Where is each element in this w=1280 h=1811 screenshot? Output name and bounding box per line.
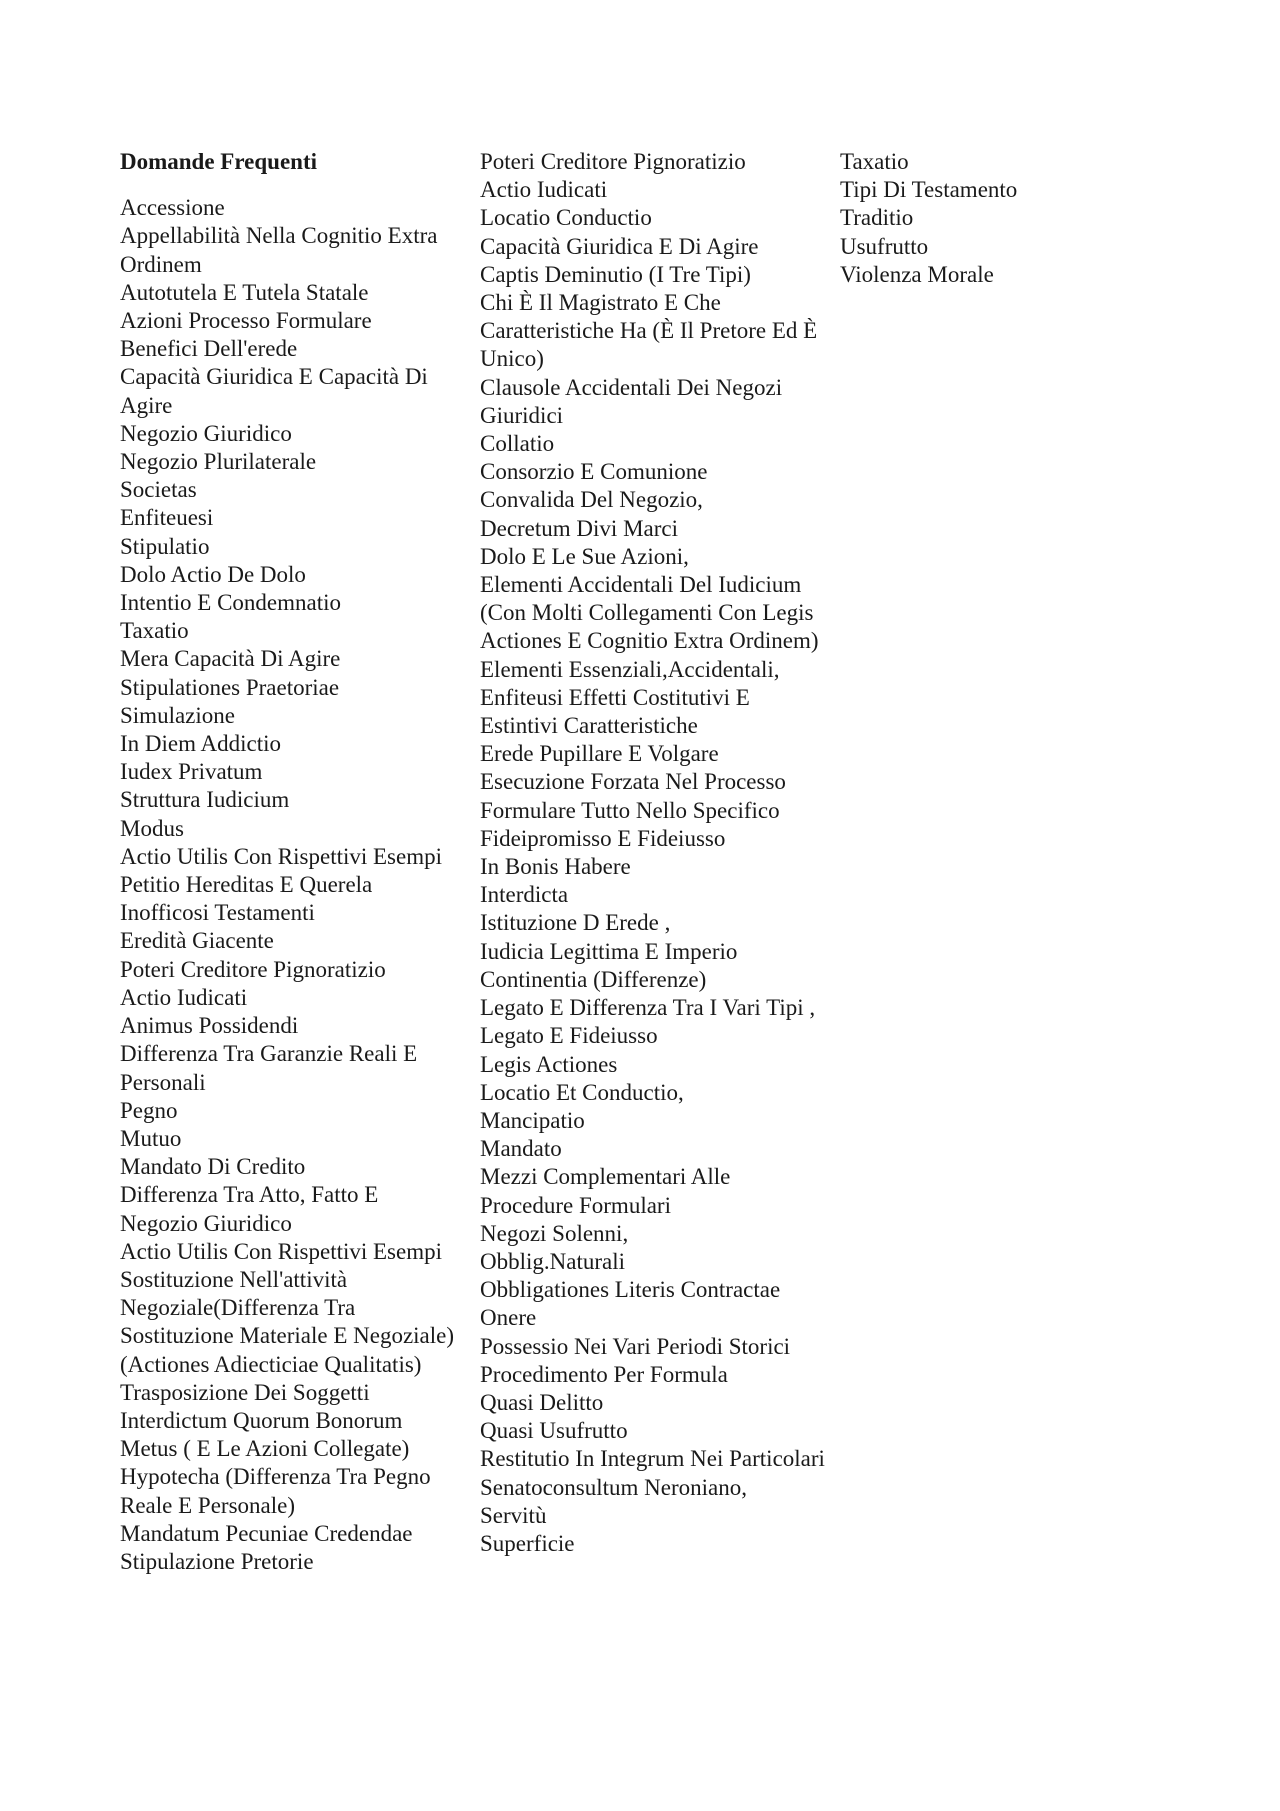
list-item: Modus (120, 815, 184, 841)
list-item: Elementi Accidentali Del Iudicium (Con Molti Collegamenti Con Legis Actiones E Cognitio Extra Ordinem) (480, 572, 819, 654)
column-1 (120, 148, 460, 1576)
list-item: Negozio Plurilaterale (120, 449, 317, 475)
list-item: Iudex Privatum (120, 759, 263, 785)
list-item: Legato E Differenza Tra I Vari Tipi , (480, 995, 816, 1021)
list-item: Mandatum Pecuniae Credendae (120, 1520, 413, 1546)
list-item: Interdicta (480, 882, 569, 908)
list-item: Benefici Dell'erede (120, 336, 298, 362)
list-item: Decretum Divi Marci (480, 515, 678, 541)
list-item: In Bonis Habere (480, 854, 631, 880)
list-item: Usufrutto (840, 233, 929, 259)
list-item: Legis Actiones (480, 1051, 618, 1077)
list-item: Differenza Tra Garanzie Reali E Personali (120, 1041, 418, 1095)
list-item: Elementi Essenziali,Accidentali, (480, 656, 780, 682)
list-item: Dolo E Le Sue Azioni, (480, 543, 689, 569)
list-item: Azioni Processo Formulare (120, 308, 372, 334)
list-item: Actio Utilis Con Rispettivi Esempi (120, 843, 442, 869)
list-item: Quasi Usufrutto (480, 1418, 628, 1444)
list-item: Convalida Del Negozio, (480, 487, 703, 513)
faq-list-column-3 (840, 148, 1140, 289)
list-item: Appellabilità Nella Cognitio Extra Ordinem (120, 223, 438, 277)
list-item: Senatoconsultum Neroniano, (480, 1474, 748, 1500)
list-item: Servitù (480, 1502, 547, 1528)
list-item: Legato E Fideiusso (480, 1023, 658, 1049)
list-item: Violenza Morale (840, 261, 994, 287)
list-item: Poteri Creditore Pignoratizio (120, 956, 386, 982)
list-item: Chi È Il Magistrato E Che Caratteristiche Ha (È Il Pretore Ed È Unico) (480, 290, 818, 372)
list-item: Mandato Di Credito (120, 1154, 306, 1180)
list-item: Traditio (840, 205, 914, 231)
list-item: Possessio Nei Vari Periodi Storici (480, 1333, 791, 1359)
list-item: Autotutela E Tutela Statale (120, 279, 369, 305)
list-item: Actio Iudicati (480, 177, 608, 203)
list-item: Onere (480, 1305, 537, 1331)
list-item: Capacità Giuridica E Capacità Di Agire (120, 364, 428, 418)
list-item: Captis Deminutio (I Tre Tipi) (480, 261, 751, 287)
list-item: Struttura Iudicium (120, 787, 290, 813)
list-item: Metus ( E Le Azioni Collegate) (120, 1436, 410, 1462)
list-item: Enfiteusi Effetti Costitutivi E Estintivi Caratteristiche (480, 684, 750, 739)
list-item: Stipulatio (120, 533, 210, 559)
column-3 (840, 148, 1140, 289)
list-item: Obbligationes Literis Contractae (480, 1277, 781, 1303)
list-item: Pegno (120, 1097, 178, 1123)
list-item: Restitutio In Integrum Nei Particolari (480, 1446, 825, 1472)
list-item: Esecuzione Forzata Nel Processo Formulare Tutto Nello Specifico (480, 769, 786, 823)
list-item: Mutuo (120, 1125, 182, 1151)
list-item: Negozio Giuridico (120, 420, 292, 446)
list-item: Capacità Giuridica E Di Agire (480, 233, 759, 259)
list-item: Fideipromisso E Fideiusso (480, 825, 726, 851)
list-item: Consorzio E Comunione (480, 459, 708, 485)
list-item: Superficie (480, 1530, 575, 1556)
list-item: Negozi Solenni, (480, 1220, 629, 1246)
list-item: Locatio Et Conductio, (480, 1079, 684, 1105)
list-item: Stipulazione Pretorie (120, 1548, 314, 1574)
list-item: Actio Iudicati (120, 984, 248, 1010)
list-item: Simulazione (120, 702, 235, 728)
list-item: Stipulationes Praetoriae (120, 674, 340, 700)
list-item: Enfiteuesi (120, 505, 214, 531)
list-item: Quasi Delitto (480, 1389, 604, 1415)
list-item: Iudicia Legittima E Imperio Continentia (Differenze) (480, 938, 738, 992)
list-item: Mandato (480, 1136, 562, 1162)
list-item: Eredità Giacente (120, 928, 274, 954)
list-item: Hypotecha (Differenza Tra Pegno Reale E Personale) (120, 1464, 431, 1518)
list-item: Interdictum Quorum Bonorum (120, 1407, 403, 1433)
list-item: Mera Capacità Di Agire (120, 646, 341, 672)
list-item: Clausole Accidentali Dei Negozi Giuridici (480, 374, 783, 428)
column-2 (480, 148, 825, 1558)
list-item: Actio Utilis Con Rispettivi Esempi (120, 1238, 442, 1264)
list-item: Taxatio (120, 618, 189, 644)
list-item: Societas (120, 477, 197, 503)
list-item: Collatio (480, 431, 555, 457)
list-item: Istituzione D Erede , (480, 910, 671, 936)
list-item: Poteri Creditore Pignoratizio (480, 149, 746, 174)
list-item: Trasposizione Dei Soggetti (120, 1379, 370, 1405)
faq-list-column-1 (120, 194, 460, 1576)
list-item: Mezzi Complementari Alle Procedure Formulari (480, 1164, 731, 1218)
list-item: Intentio E Condemnatio (120, 590, 342, 616)
page-title: Domande Frequenti (120, 149, 317, 174)
list-item: Tipi Di Testamento (840, 177, 1018, 203)
list-item: Obblig.Naturali (480, 1248, 625, 1274)
list-item: Erede Pupillare E Volgare (480, 741, 719, 767)
list-item: Accessione (120, 195, 225, 221)
list-item: Mancipatio (480, 1107, 585, 1133)
list-item: Differenza Tra Atto, Fatto E Negozio Giuridico (120, 1182, 379, 1236)
list-item: Taxatio (840, 149, 909, 174)
list-item: Locatio Conductio (480, 205, 652, 231)
list-item: Animus Possidendi (120, 1013, 299, 1039)
list-item: Procedimento Per Formula (480, 1361, 728, 1387)
list-item: Sostituzione Nell'attività Negoziale(Differenza Tra Sostituzione Materiale E Negoziale)(Actiones Adiecticiae Qualitatis) (120, 1266, 455, 1377)
list-item: Dolo Actio De Dolo (120, 561, 306, 587)
faq-list-column-2 (480, 148, 825, 1558)
list-item: Petitio Hereditas E Querela Inofficosi Testamenti (120, 872, 373, 926)
list-item: In Diem Addictio (120, 731, 281, 757)
